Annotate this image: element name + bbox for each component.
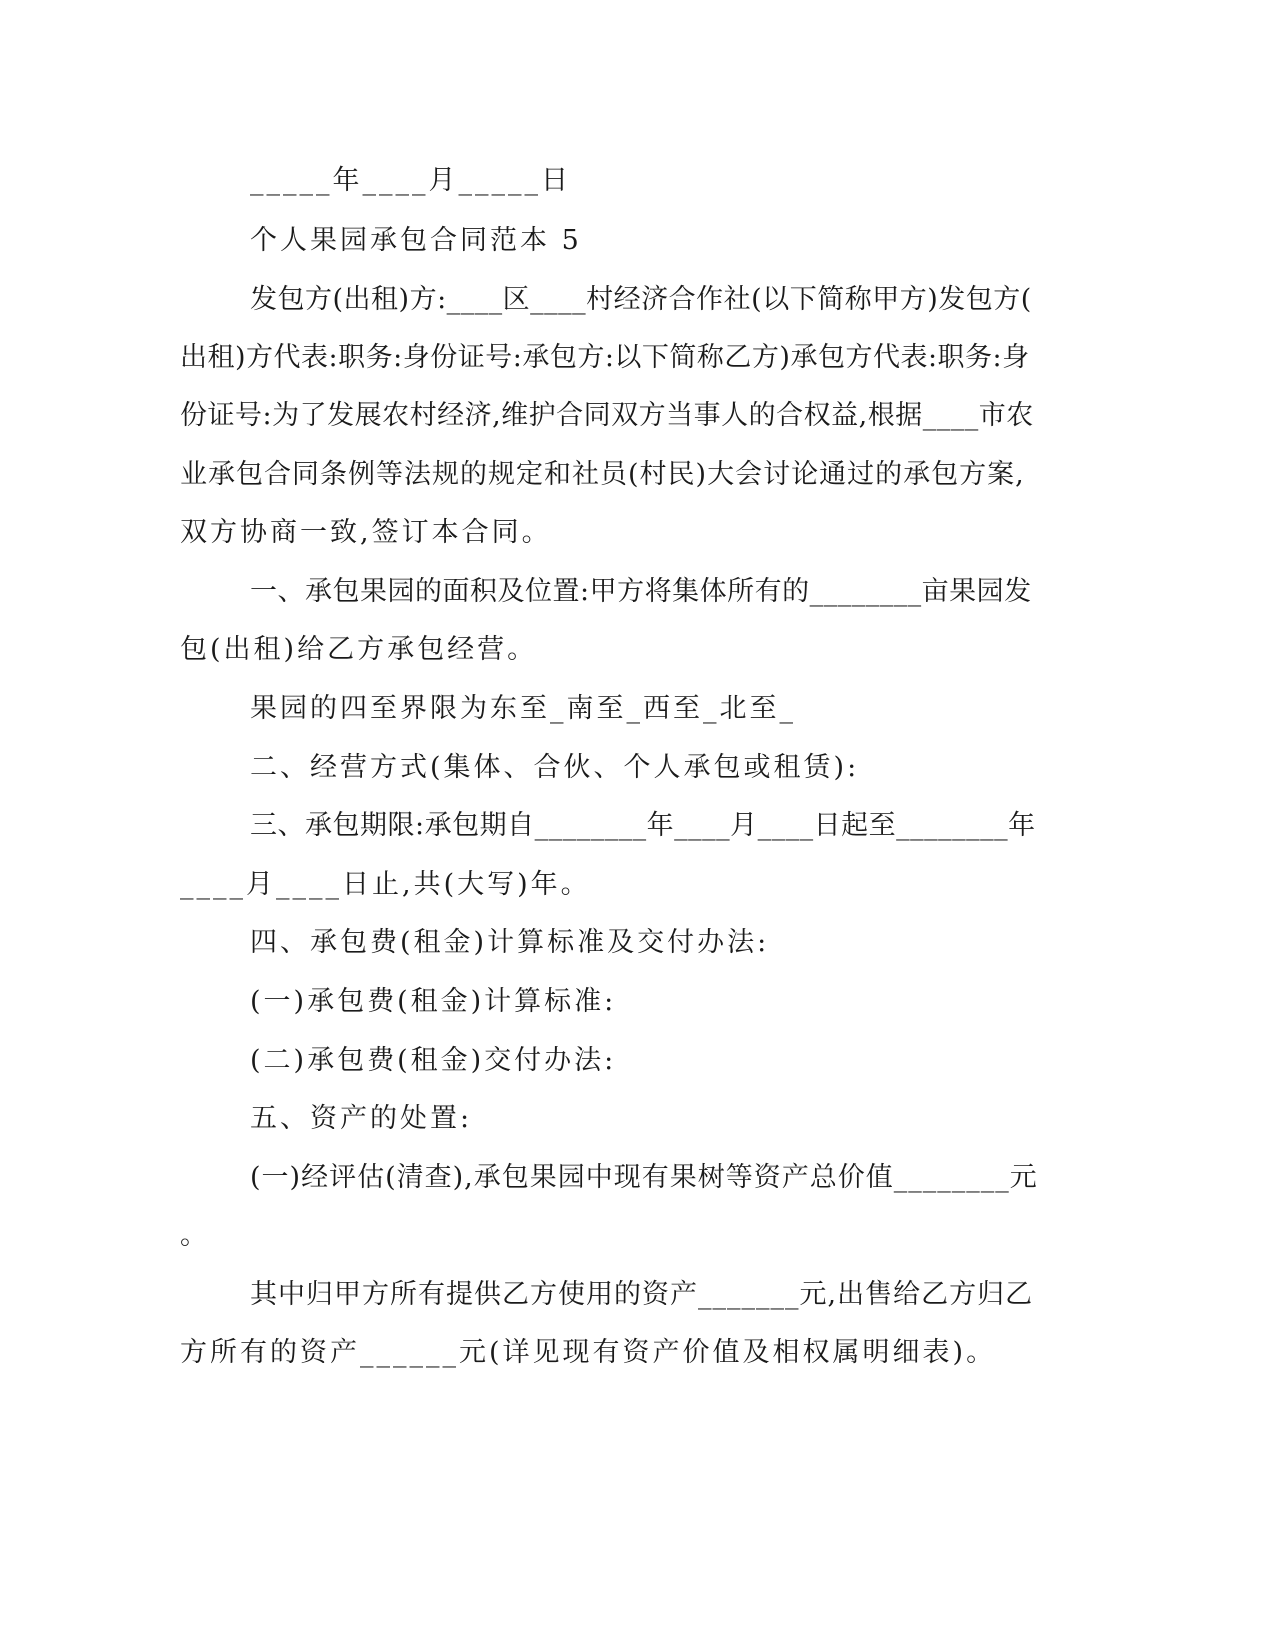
paragraph-line: 方所有的资产______元(详见现有资产价值及相权属明细表)。 [180,1337,997,1368]
paragraph-line: ____月____日止,共(大写)年。 [180,869,591,900]
date-line: _____年____月_____日 [250,165,571,196]
section-heading: 一、承包果园的面积及位置:甲方将集体所有的________亩果园发 [250,576,1032,607]
paragraph-line: 包(出租)给乙方承包经营。 [180,634,538,665]
paragraph-line: 发包方(出租)方:____区____村经济合作社(以下简称甲方)发包方( [250,284,1032,315]
paragraph-line: 双方协商一致,签订本合同。 [180,517,552,548]
section-heading: 三、承包期限:承包期自________年____月____日起至________年 [250,810,1036,841]
subsection-line: (一)承包费(租金)计算标准: [250,986,617,1017]
subsection-line: (一)经评估(清查),承包果园中现有果树等资产总价值________元 [250,1162,1038,1193]
paragraph-line: 其中归甲方所有提供乙方使用的资产_______元,出售给乙方归乙 [250,1279,1034,1310]
contract-title: 个人果园承包合同范本 5 [250,225,582,256]
section-heading: 五、资产的处置: [250,1103,473,1134]
paragraph-line: 。 [180,1220,210,1251]
paragraph-line: 出租)方代表:职务:身份证号:承包方:以下简称乙方)承包方代表:职务:身 [180,342,1030,373]
paragraph-line: 份证号:为了发展农村经济,维护合同双方当事人的合权益,根据____市农 [180,400,1034,431]
section-heading: 四、承包费(租金)计算标准及交付办法: [250,927,770,958]
paragraph-line: 业承包合同条例等法规的规定和社员(村民)大会讨论通过的承包方案, [180,459,1025,490]
paragraph-line: 果园的四至界限为东至_南至_西至_北至_ [250,693,796,724]
subsection-line: (二)承包费(租金)交付办法: [250,1045,617,1076]
section-heading: 二、经营方式(集体、合伙、个人承包或租赁): [250,752,860,783]
